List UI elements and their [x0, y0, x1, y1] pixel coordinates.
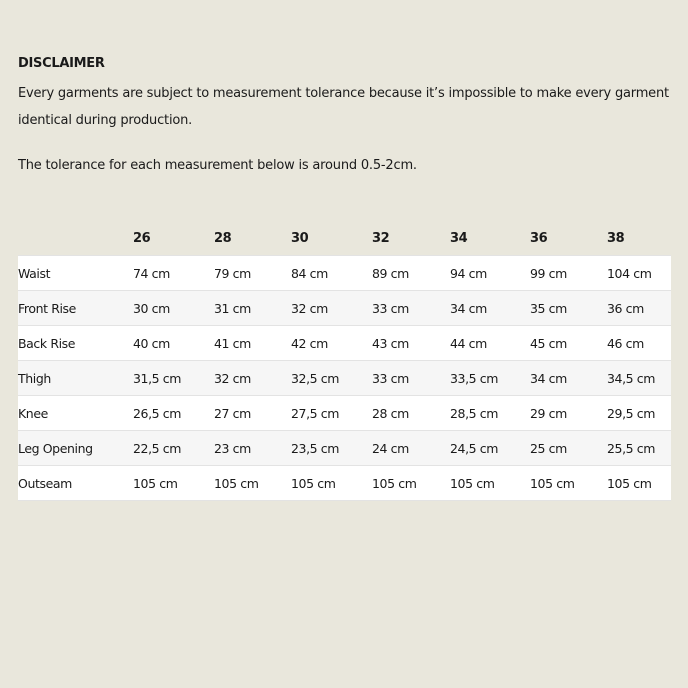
- size-chart-table: [18, 222, 671, 501]
- table-cell: 29,5 cm: [607, 396, 671, 431]
- table-cell: 105 cm: [214, 466, 291, 501]
- size-header-30: 30: [291, 231, 309, 246]
- table-cell: 33 cm: [372, 361, 450, 396]
- size-header-row: [18, 222, 671, 256]
- table-cell: 24,5 cm: [450, 431, 530, 466]
- size-header-26: 26: [133, 231, 151, 246]
- table-row-thigh: [18, 361, 671, 396]
- table-row-front-rise: [18, 291, 671, 326]
- table-row-waist: [18, 256, 671, 291]
- table-cell: 32 cm: [214, 361, 291, 396]
- table-cell: 27 cm: [214, 396, 291, 431]
- table-cell: 41 cm: [214, 326, 291, 361]
- table-cell: 40 cm: [133, 326, 214, 361]
- row-label: Waist: [18, 256, 133, 291]
- table-cell: 24 cm: [372, 431, 450, 466]
- table-cell: 104 cm: [607, 256, 671, 291]
- table-cell: 30 cm: [133, 291, 214, 326]
- table-cell: 34 cm: [530, 361, 607, 396]
- table-cell: 25 cm: [530, 431, 607, 466]
- table-cell: 23 cm: [214, 431, 291, 466]
- row-label: Leg Opening: [18, 431, 133, 466]
- table-cell: 23,5 cm: [291, 431, 372, 466]
- size-header-38: 38: [607, 231, 625, 246]
- table-cell: 29 cm: [530, 396, 607, 431]
- row-label: Thigh: [18, 361, 133, 396]
- table-row-knee: [18, 396, 671, 431]
- table-cell: 105 cm: [530, 466, 607, 501]
- size-header-32: 32: [372, 231, 390, 246]
- table-cell: 105 cm: [607, 466, 671, 501]
- table-cell: 74 cm: [133, 256, 214, 291]
- table-cell: 84 cm: [291, 256, 372, 291]
- table-cell: 28,5 cm: [450, 396, 530, 431]
- size-header-34: 34: [450, 231, 468, 246]
- disclaimer-text: Every garments are subject to measurement tolerance because it’s impossible to make every garment identical during production.: [18, 86, 669, 128]
- table-cell: 105 cm: [291, 466, 372, 501]
- table-cell: 32 cm: [291, 291, 372, 326]
- table-cell: 105 cm: [372, 466, 450, 501]
- table-cell: 27,5 cm: [291, 396, 372, 431]
- tolerance-note: The tolerance for each measurement below is around 0.5-2cm.: [18, 158, 417, 173]
- disclaimer-title: DISCLAIMER: [18, 56, 105, 71]
- table-cell: 32,5 cm: [291, 361, 372, 396]
- table-cell: 22,5 cm: [133, 431, 214, 466]
- row-label: Front Rise: [18, 291, 133, 326]
- table-cell: 31 cm: [214, 291, 291, 326]
- table-cell: 31,5 cm: [133, 361, 214, 396]
- table-cell: 34 cm: [450, 291, 530, 326]
- table-cell: 79 cm: [214, 256, 291, 291]
- table-cell: 42 cm: [291, 326, 372, 361]
- row-label: Back Rise: [18, 326, 133, 361]
- table-cell: 45 cm: [530, 326, 607, 361]
- table-cell: 44 cm: [450, 326, 530, 361]
- table-cell: 28 cm: [372, 396, 450, 431]
- table-row-outseam: [18, 466, 671, 501]
- table-cell: 25,5 cm: [607, 431, 671, 466]
- table-cell: 26,5 cm: [133, 396, 214, 431]
- table-cell: 35 cm: [530, 291, 607, 326]
- row-label: Outseam: [18, 466, 133, 501]
- size-header-36: 36: [530, 231, 548, 246]
- table-cell: 33 cm: [372, 291, 450, 326]
- table-cell: 99 cm: [530, 256, 607, 291]
- header-label-cell: [18, 222, 133, 256]
- row-label: Knee: [18, 396, 133, 431]
- table-cell: 46 cm: [607, 326, 671, 361]
- table-cell: 33,5 cm: [450, 361, 530, 396]
- table-cell: 36 cm: [607, 291, 671, 326]
- size-header-28: 28: [214, 231, 232, 246]
- table-cell: 89 cm: [372, 256, 450, 291]
- table-cell: 43 cm: [372, 326, 450, 361]
- table-row-back-rise: [18, 326, 671, 361]
- table-row-leg-opening: [18, 431, 671, 466]
- table-cell: 34,5 cm: [607, 361, 671, 396]
- table-cell: 105 cm: [133, 466, 214, 501]
- table-cell: 94 cm: [450, 256, 530, 291]
- table-cell: 105 cm: [450, 466, 530, 501]
